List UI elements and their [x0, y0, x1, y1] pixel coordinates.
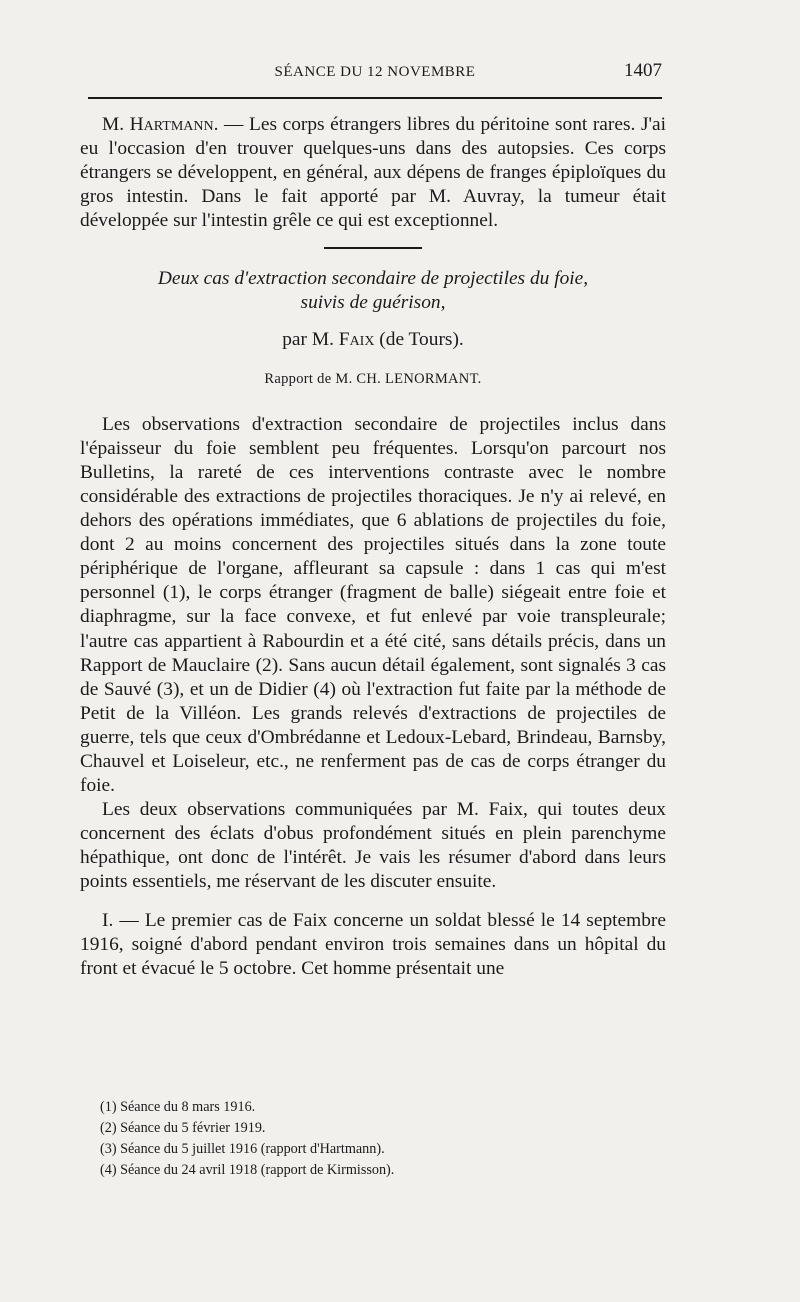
section-separator: [324, 247, 422, 249]
speaker-name: M. Hartmann.: [102, 114, 219, 135]
page-number: 1407: [624, 60, 662, 81]
header-rule: [88, 97, 662, 99]
report-line: Rapport de M. CH. LENORMANT.: [264, 370, 482, 387]
body-text: [80, 113, 666, 981]
author-prefix: par M.: [282, 329, 339, 351]
spacer: [80, 895, 666, 909]
case-one-paragraph: I. — Le premier cas de Faix concerne un soldat blessé le 14 septembre 1916, soigné d'abord pendant environ trois semaines dans un hôpital du front et évacué le 5 octobre. Cet homme présentait une: [80, 909, 666, 979]
article-title-line-2: suivis de guérison,: [300, 292, 446, 314]
author-name: Faix: [338, 329, 375, 351]
author-suffix: (de Tours).: [374, 329, 464, 351]
paragraph-hartmann: [80, 113, 666, 233]
paragraph-hartmann-text: — Les corps étrangers libres du péritoine sont rares. J'ai eu l'occasion d'en trouver quelques-uns dans des autopsies. Ces corps étrangers se développent, en général, aux dépens de franges épiploïques du gros intestin. Dans le fait apporté par M. Auvray, la tumeur était développée sur l'intestin grêle ce qui est exceptionnel.: [80, 114, 666, 232]
article-title: [80, 267, 666, 315]
footnote: (2) Séance du 5 février 1919.: [100, 1120, 266, 1136]
running-head: [88, 60, 662, 86]
paragraph: Les observations d'extraction secondaire de projectiles inclus dans l'épaisseur du foie semblent peu fréquentes. Lorsqu'on parcourt nos Bulletins, la rareté de ces interventions contraste avec le nombre considérable des extractions de projectiles thoraciques. Je n'y ai relevé, en dehors des opérations immédiates, que 6 ablations de projectiles du foie, dont 2 au moins concernent des projectiles situés dans la zone toute périphérique de l'organe, affleurant sa capsule : dans 1 cas qui m'est personnel (1), le corps étranger (fragment de balle) siégeait entre foie et diaphragme, sur la face convexe, et fut enlevé par voie transpleurale; l'autre cas appartient à Rabourdin et a été cité, sans détails précis, dans un Rapport de Mauclaire (2). Sans aucun détail également, sont signalés 3 cas de Sauvé (3), et un de Didier (4) où l'extraction fut faite par la méthode de Petit de la Villéon. Les grands relevés d'extractions de projectiles de guerre, tels que ceux d'Ombrédanne et Ledoux-Lebard, Brindeau, Barnsby, Chauvel et Loiseleur, etc., ne renferment pas de cas de corps étranger du foie.: [80, 413, 666, 797]
footnote: (3) Séance du 5 juillet 1916 (rapport d'Hartmann).: [100, 1141, 385, 1157]
footnotes: [100, 1097, 660, 1181]
running-head-title: SÉANCE DU 12 NOVEMBRE: [274, 64, 476, 80]
footnote: (4) Séance du 24 avril 1918 (rapport de Kirmisson).: [100, 1162, 395, 1178]
footnote: (1) Séance du 8 mars 1916.: [100, 1099, 256, 1115]
paragraph: Les deux observations communiquées par M. Faix, qui toutes deux concernent des éclats d'obus profondément situés en plein parenchyme hépathique, ont donc de l'intérêt. Je vais les résumer d'abord dans leurs points essentiels, me réservant de les discuter ensuite.: [80, 799, 666, 893]
article-title-line-1: Deux cas d'extraction secondaire de projectiles du foie,: [157, 268, 589, 290]
article-author: [80, 328, 666, 352]
